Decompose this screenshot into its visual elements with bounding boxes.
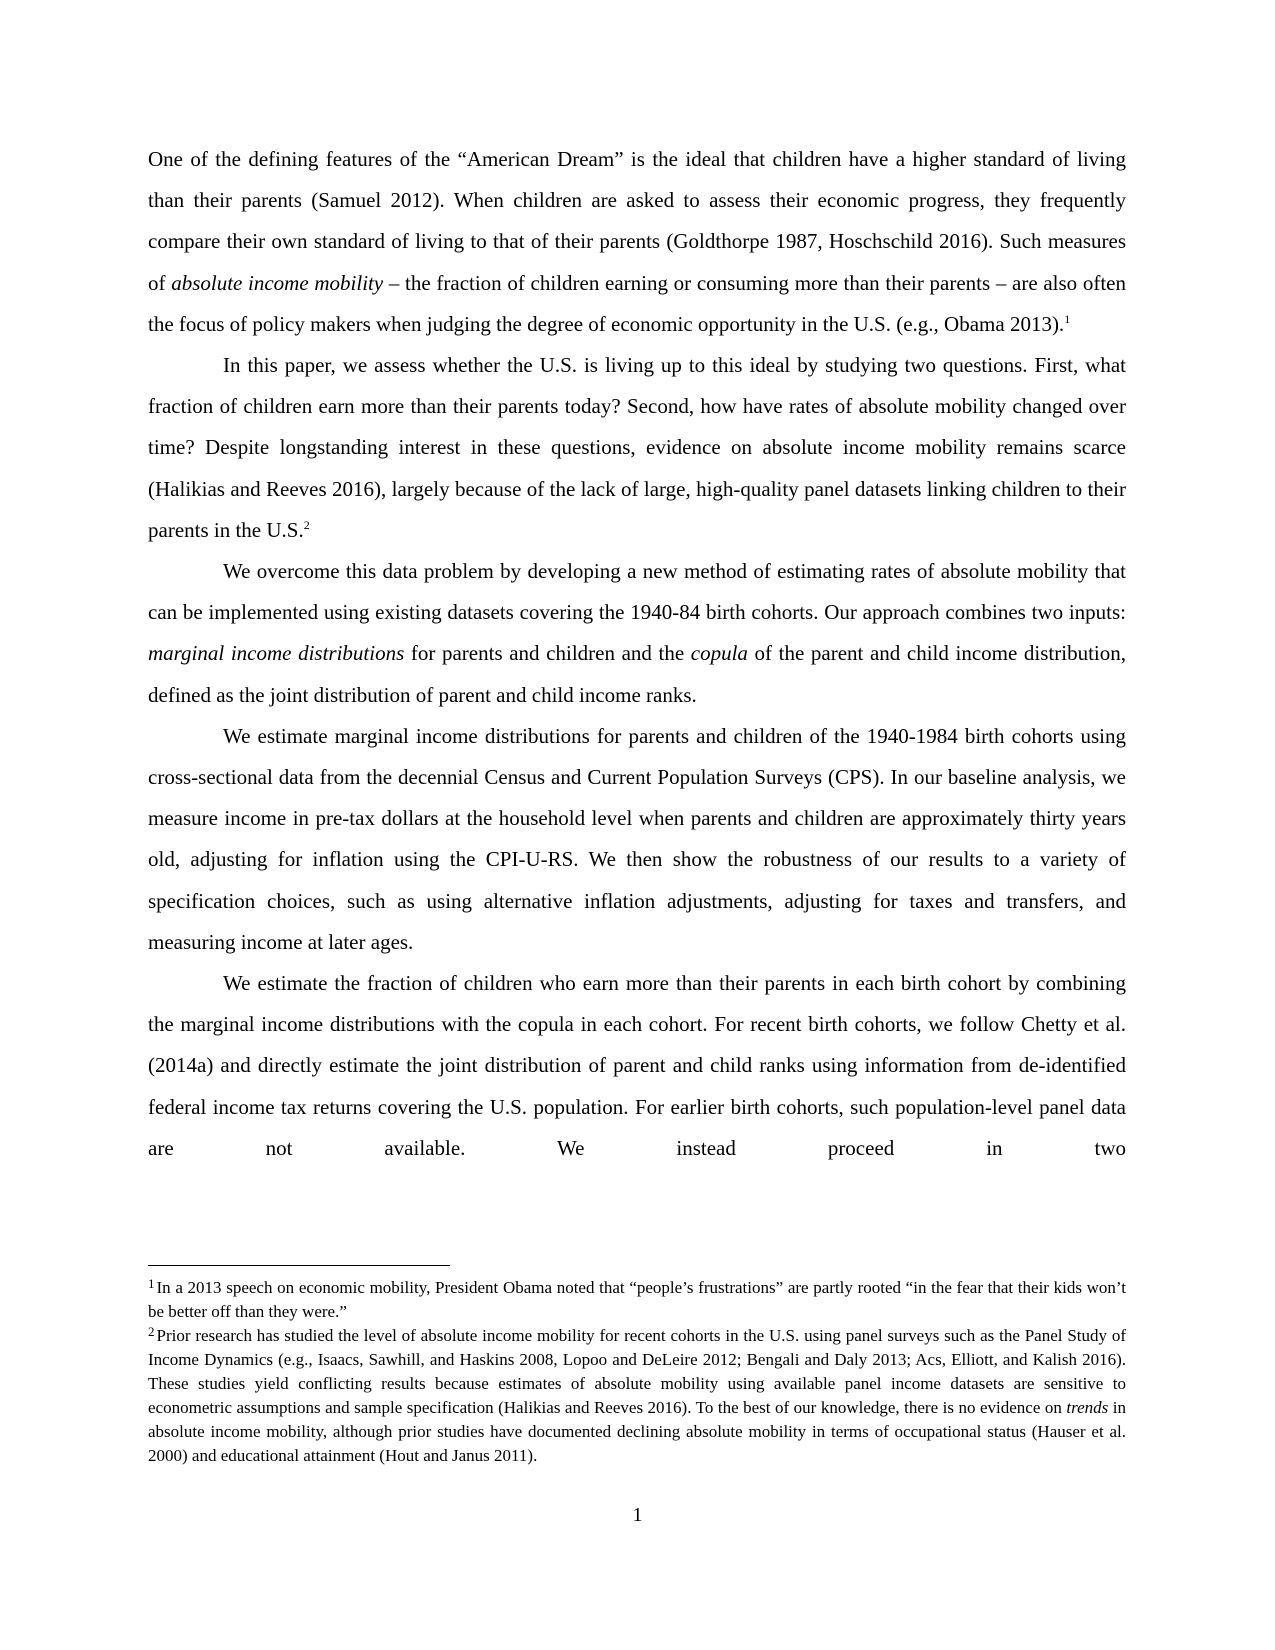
page-number: 1 xyxy=(632,1504,643,1526)
footnote-2 xyxy=(148,1324,1126,1468)
footnote-divider xyxy=(148,1265,450,1266)
paragraph-3-text-b: for parents and children and the xyxy=(404,641,691,666)
paragraph-3-text-a: We overcome this data problem by developing a new method of estimating rates of absolute mobility that can be implemented using existing datasets covering the 1940-84 birth cohorts. Our approach combines two inputs: xyxy=(148,559,1126,625)
paragraph-1 xyxy=(148,139,1126,345)
body-text xyxy=(148,139,1126,1169)
emphasis-marginal-income-distributions: marginal income distributions xyxy=(148,641,405,666)
paragraph-4: We estimate marginal income distributions for parents and children of the 1940-1984 birth cohorts using cross-sectional data from the decennial Census and Current Population Surveys (CPS). In our baseline analysis, we measure income in pre-tax dollars at the household level when parents and children are approximately thirty years old, adjusting for inflation using the CPI-U-RS. We then show the robustness of our results to a variety of specification choices, such as using alternative inflation adjustments, adjusting for taxes and transfers, and measuring income at later ages. xyxy=(148,723,1126,954)
paragraph-3 xyxy=(148,551,1126,716)
emphasis-absolute-income-mobility: absolute income mobility xyxy=(171,270,384,295)
emphasis-trends: trends xyxy=(1066,1398,1109,1417)
footnotes xyxy=(148,1276,1126,1468)
footnote-2-text-a: Prior research has studied the level of absolute income mobility for recent cohorts in the U.S. using panel surveys such as the Panel Study of Income Dynamics (e.g., Isaacs, Sawhill, and Haskins 2008, Lopoo and DeLeire 2012; Bengali and Daly 2013; Acs, Elliott, and Kalish 2016). These studies yield conflicting results because estimates of absolute mobility using available panel income datasets are sensitive to econometric assumptions and sample specification (Halikias and Reeves 2016). To the best of our knowledge, there is no evidence on xyxy=(148,1326,1126,1417)
footnote-1-text: In a 2013 speech on economic mobility, President Obama noted that “people’s frustrations” are partly rooted “in the fear that their kids won’t be better off than they were.” xyxy=(148,1278,1126,1321)
paragraph-1-text-b: – the fraction of children earning or consuming more than their parents – are also often the focus of policy makers when judging the degree of economic opportunity in the U.S. (e.g., Obama 2013). xyxy=(148,270,1126,336)
paragraph-5: We estimate the fraction of children who earn more than their parents in each birth cohort by combining the marginal income distributions with the copula in each cohort. For recent birth cohorts, we follow Chetty et al. (2014a) and directly estimate the joint distribution of parent and child ranks using information from de-identified federal income tax returns covering the U.S. population. For earlier birth cohorts, such population-level panel data are not available. We instead proceed in two xyxy=(148,971,1126,1160)
footnote-2-number: 2 xyxy=(148,1324,155,1339)
emphasis-copula: copula xyxy=(690,641,748,666)
paragraph-1-text-a: One of the defining features of the “American Dream” is the ideal that children have a higher standard of living than their parents (Samuel 2012). When children are asked to assess their economic progress, they frequently compare their own standard of living to that of their parents (Goldthorpe 1987, Hoschschild 2016). Such measures of xyxy=(148,147,1126,295)
paragraph-2-text: In this paper, we assess whether the U.S. is living up to this ideal by studying two questions. First, what fraction of children earn more than their parents today? Second, how have rates of absolute mobility changed over time? Despite longstanding interest in these questions, evidence on absolute income mobility remains scarce (Halikias and Reeves 2016), largely because of the lack of large, high-quality panel datasets linking children to their parents in the U.S. xyxy=(148,353,1126,542)
footnote-ref-2: 2 xyxy=(303,517,310,532)
footnote-2-text-b: in absolute income mobility, although prior studies have documented declining absolute mobility in terms of occupational status (Hauser et al. 2000) and educational attainment (Hout and Janus 2011). xyxy=(148,1398,1126,1465)
paragraph-3-text-c: of the parent and child income distribution, defined as the joint distribution of parent and child income ranks. xyxy=(148,641,1127,707)
footnote-1-number: 1 xyxy=(148,1276,155,1291)
footnote-ref-1: 1 xyxy=(1064,311,1071,326)
paragraph-2 xyxy=(148,345,1126,551)
footnote-1 xyxy=(148,1276,1126,1324)
